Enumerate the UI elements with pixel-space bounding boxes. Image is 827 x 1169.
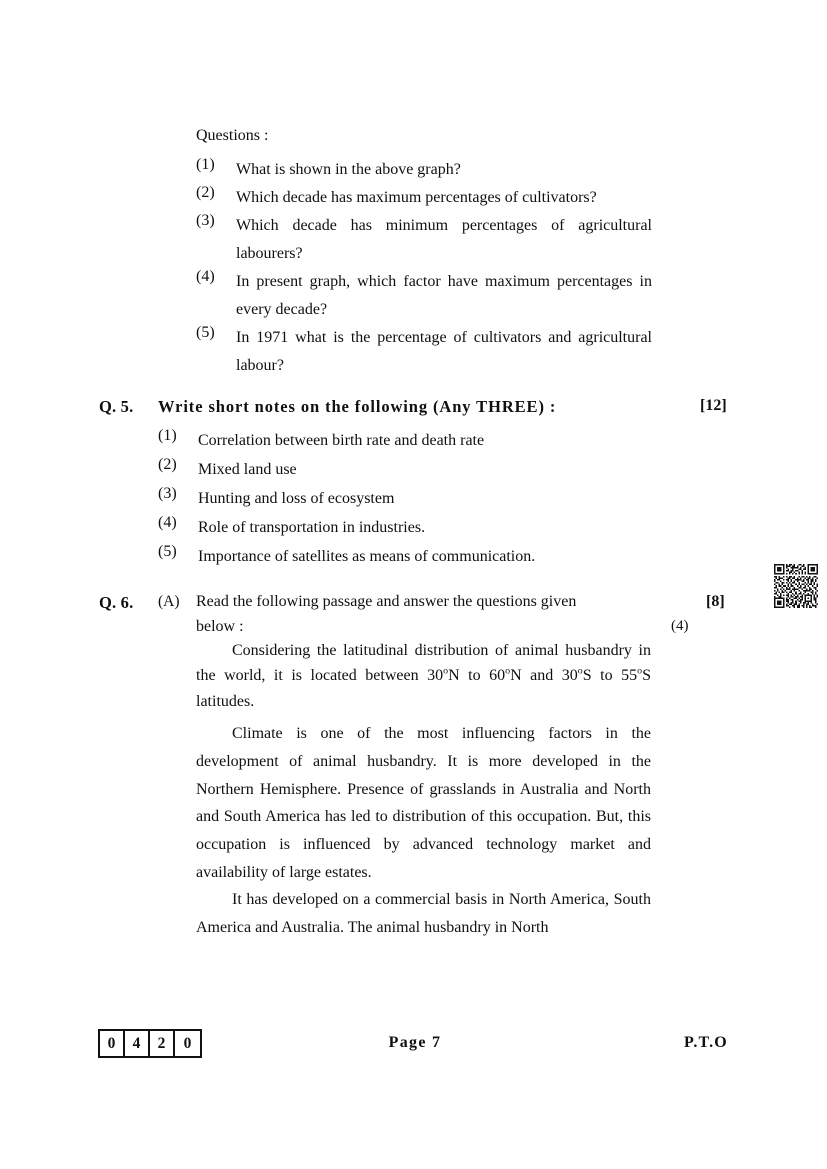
question-5-heading: Write short notes on the following (Any THREE) : (158, 397, 557, 416)
passage-text: It has developed on a commercial basis in North America, South America and Australia. The animal husbandry in North (196, 891, 651, 936)
passage-text: Climate is one of the most influencing factors in the development of animal husbandry. It is more developed in the Northern Hemisphere. Presence of grasslands in Australia and North and South America has led to distribution of this occupation. But, this occupation is influenced by advanced technology market and availability of large estates. (196, 725, 651, 881)
list-item-text: Hunting and loss of ecosystem (198, 490, 395, 507)
list-item-text: What is shown in the above graph? (236, 161, 461, 178)
list-item-text: Role of transportation in industries. (198, 519, 426, 536)
list-item (196, 156, 656, 184)
passage-text: N to 60 (448, 667, 506, 685)
page-number: Page 7 (388, 1034, 442, 1051)
questions-heading: Questions : (196, 127, 269, 144)
paper-code-digit: 0 (100, 1031, 125, 1056)
degree-symbol: o (577, 666, 583, 678)
list-item (158, 485, 638, 513)
list-item-number: (2) (158, 456, 177, 473)
passage-paragraph-1 (196, 638, 651, 714)
question-6-label: Q. 6. (99, 593, 134, 612)
question-6-instruction-line1: Read the following passage and answer the questions given (196, 593, 577, 610)
list-item-text: Mixed land use (198, 461, 297, 478)
list-item-number: (2) (196, 184, 215, 201)
list-item-number: (4) (196, 268, 215, 285)
list-item-number: (3) (196, 212, 215, 229)
list-item (196, 184, 656, 212)
pto-label: P.T.O (684, 1034, 728, 1051)
paper-code-digit: 2 (150, 1031, 175, 1056)
list-item (196, 324, 652, 379)
question-5-marks: [12] (700, 397, 727, 414)
list-item-text: In present graph, which factor have maximum percentages in every decade? (236, 273, 652, 318)
passage-text: Considering the latitudinal distribution of animal husbandry in the world, it is located between 30 (196, 642, 651, 685)
list-item-text: Which decade has minimum percentages of agricultural labourers? (236, 217, 652, 262)
passage-paragraph-2 (196, 720, 651, 887)
qr-code (774, 564, 818, 608)
list-item (196, 268, 652, 323)
degree-symbol: o (637, 666, 643, 678)
list-item-number: (1) (196, 156, 215, 173)
list-item-text: Correlation between birth rate and death rate (198, 432, 485, 449)
passage-text: N and 30 (510, 667, 578, 685)
passage-text: S to 55 (582, 667, 638, 685)
question-5-label: Q. 5. (99, 397, 134, 416)
passage-text: S latitudes. (196, 667, 652, 710)
list-item-number: (3) (158, 485, 177, 502)
paper-code-digit: 4 (125, 1031, 150, 1056)
list-item (158, 456, 638, 484)
paper-code-box (98, 1029, 202, 1058)
list-item-text: In 1971 what is the percentage of cultivators and agricultural labour? (236, 329, 652, 374)
list-item (158, 543, 638, 571)
degree-symbol: o (505, 666, 511, 678)
list-item (158, 514, 638, 542)
paper-code-digit: 0 (183, 1034, 192, 1052)
list-item-number: (5) (196, 324, 215, 341)
list-item-number: (4) (158, 514, 177, 531)
passage-paragraph-3 (196, 886, 651, 942)
list-item-number: (5) (158, 543, 177, 560)
question-6-part-label: (A) (158, 593, 180, 610)
question-6-sub-marks: (4) (671, 618, 689, 634)
list-item-text: Importance of satellites as means of communication. (198, 548, 536, 565)
list-item (158, 427, 638, 455)
list-item (196, 212, 652, 267)
degree-symbol: o (443, 666, 449, 678)
list-item-text: Which decade has maximum percentages of cultivators? (236, 189, 597, 206)
question-6-instruction-line2: below : (196, 618, 244, 635)
list-item-number: (1) (158, 427, 177, 444)
question-6-marks: [8] (706, 593, 725, 610)
